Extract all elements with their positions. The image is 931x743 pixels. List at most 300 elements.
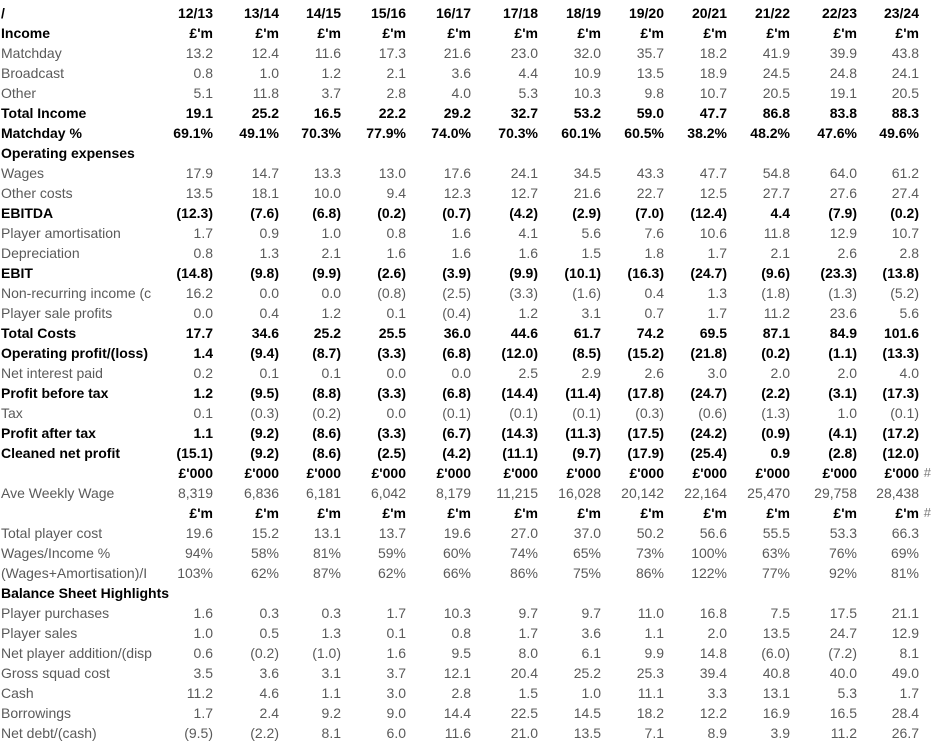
table-cell[interactable]: 43.3	[636, 165, 664, 181]
table-cell[interactable]: (8.6)	[312, 445, 341, 461]
table-cell[interactable]: 1.2	[518, 305, 538, 321]
table-cell[interactable]: 40.8	[762, 665, 790, 681]
table-cell[interactable]: (8.6)	[312, 425, 341, 441]
table-cell[interactable]: 21.6	[443, 45, 471, 61]
table-cell[interactable]: 9.9	[644, 645, 664, 661]
column-header-14-15[interactable]: 14/15	[305, 5, 341, 21]
table-cell[interactable]: 66%	[442, 565, 471, 581]
table-cell[interactable]: 29,758	[814, 485, 857, 501]
table-cell[interactable]: (24.7)	[690, 385, 727, 401]
table-cell[interactable]: (9.6)	[761, 265, 790, 281]
table-cell[interactable]: (3.3)	[377, 385, 406, 401]
row-label[interactable]: Total player cost	[1, 525, 103, 541]
table-cell[interactable]: £'000	[692, 465, 727, 481]
table-cell[interactable]: 41.9	[762, 45, 790, 61]
table-cell[interactable]: 4.6	[259, 685, 279, 701]
table-cell[interactable]: 69%	[890, 545, 919, 561]
table-cell[interactable]: 0.8	[193, 245, 213, 261]
table-cell[interactable]: £'m	[189, 505, 213, 521]
table-cell[interactable]: 14.7	[251, 165, 279, 181]
table-cell[interactable]: (0.2)	[761, 345, 790, 361]
table-cell[interactable]: £'m	[382, 25, 406, 41]
row-label[interactable]: Player sale profits	[1, 305, 113, 321]
table-cell[interactable]: 1.4	[193, 345, 213, 361]
table-cell[interactable]: 1.6	[193, 605, 213, 621]
table-cell[interactable]: 21.6	[573, 185, 601, 201]
table-cell[interactable]: 1.3	[321, 625, 341, 641]
table-cell[interactable]: 1.7	[707, 305, 727, 321]
column-header-19-20[interactable]: 19/20	[628, 5, 664, 21]
table-cell[interactable]: 69.1%	[173, 125, 213, 141]
table-cell[interactable]: 43.8	[891, 45, 919, 61]
table-cell[interactable]: 0.1	[259, 365, 279, 381]
table-cell[interactable]: 92%	[828, 565, 857, 581]
table-cell[interactable]: (6.0)	[761, 645, 790, 661]
table-cell[interactable]: 1.8	[644, 245, 664, 261]
table-cell[interactable]: £'m	[766, 25, 790, 41]
table-cell[interactable]: 2.9	[581, 365, 601, 381]
table-cell[interactable]: 65%	[572, 545, 601, 561]
table-cell[interactable]: 1.6	[451, 225, 471, 241]
table-cell[interactable]: 100%	[691, 545, 727, 561]
table-cell[interactable]: 24.7	[829, 625, 857, 641]
table-cell[interactable]: 0.3	[259, 605, 279, 621]
table-cell[interactable]: £'m	[833, 505, 857, 521]
table-cell[interactable]: 16.5	[313, 105, 341, 121]
table-cell[interactable]: 7.5	[770, 605, 790, 621]
table-cell[interactable]: 0.1	[193, 405, 213, 421]
table-cell[interactable]: 48.2%	[750, 125, 790, 141]
table-cell[interactable]: 55.5	[762, 525, 790, 541]
table-cell[interactable]: (4.2)	[442, 445, 471, 461]
table-cell[interactable]: (24.7)	[690, 265, 727, 281]
row-label[interactable]: Matchday	[1, 45, 62, 61]
column-header-21-22[interactable]: 21/22	[754, 5, 790, 21]
table-cell[interactable]: 22.2	[378, 105, 406, 121]
table-cell[interactable]: (11.3)	[565, 425, 601, 441]
table-cell[interactable]: 70.3%	[301, 125, 341, 141]
table-cell[interactable]: (14.8)	[176, 265, 213, 281]
column-header-20-21[interactable]: 20/21	[691, 5, 727, 21]
table-cell[interactable]: (7.6)	[250, 205, 279, 221]
table-cell[interactable]: 8.9	[707, 725, 727, 741]
table-cell[interactable]: (0.1)	[509, 405, 538, 421]
table-cell[interactable]: (0.3)	[250, 405, 279, 421]
table-cell[interactable]: 4.1	[518, 225, 538, 241]
table-cell[interactable]: 13.7	[378, 525, 406, 541]
table-cell[interactable]: 25.2	[313, 325, 341, 341]
table-cell[interactable]: 23.0	[510, 45, 538, 61]
table-cell[interactable]: £'m	[703, 25, 727, 41]
table-cell[interactable]: 27.0	[510, 525, 538, 541]
column-header-15-16[interactable]: 15/16	[370, 5, 406, 21]
column-header-18-19[interactable]: 18/19	[565, 5, 601, 21]
table-cell[interactable]: 19.1	[185, 105, 213, 121]
row-label[interactable]: Broadcast	[1, 65, 65, 81]
table-cell[interactable]: 0.8	[386, 225, 406, 241]
table-cell[interactable]: 4.0	[451, 85, 471, 101]
table-cell[interactable]: (9.5)	[250, 385, 279, 401]
table-cell[interactable]: 0.3	[321, 605, 341, 621]
table-cell[interactable]: (9.9)	[509, 265, 538, 281]
table-cell[interactable]: (12.0)	[501, 345, 538, 361]
table-cell[interactable]: £'m	[514, 25, 538, 41]
table-cell[interactable]: (17.3)	[882, 385, 919, 401]
table-cell[interactable]: 40.0	[829, 665, 857, 681]
table-cell[interactable]: (7.2)	[828, 645, 857, 661]
table-cell[interactable]: 53.3	[829, 525, 857, 541]
table-cell[interactable]: 13.5	[185, 185, 213, 201]
table-cell[interactable]: 12.2	[699, 705, 727, 721]
row-label[interactable]: Net player addition/(disp	[1, 645, 152, 661]
table-cell[interactable]: 28.4	[891, 705, 919, 721]
table-cell[interactable]: (3.3)	[377, 425, 406, 441]
table-cell[interactable]: 12.7	[510, 185, 538, 201]
table-cell[interactable]: 1.1	[644, 625, 664, 641]
table-cell[interactable]: 88.3	[891, 105, 919, 121]
row-label[interactable]: Ave Weekly Wage	[1, 485, 115, 501]
row-label[interactable]: Tax	[1, 405, 23, 421]
table-cell[interactable]: £'m	[317, 505, 341, 521]
row-label[interactable]: Borrowings	[1, 705, 72, 721]
table-cell[interactable]: 25.2	[573, 665, 601, 681]
table-cell[interactable]: (3.3)	[377, 345, 406, 361]
row-label[interactable]: Other costs	[1, 185, 73, 201]
table-cell[interactable]: 86%	[635, 565, 664, 581]
table-cell[interactable]: 53.2	[573, 105, 601, 121]
table-cell[interactable]: 3.6	[581, 625, 601, 641]
table-cell[interactable]: (9.9)	[312, 265, 341, 281]
table-cell[interactable]: 35.7	[636, 45, 664, 61]
table-cell[interactable]: £'000	[503, 465, 538, 481]
table-cell[interactable]: 25,470	[747, 485, 790, 501]
row-label[interactable]: Net interest paid	[1, 365, 103, 381]
table-cell[interactable]: 37.0	[573, 525, 601, 541]
table-cell[interactable]: 12.1	[443, 665, 471, 681]
table-cell[interactable]: 9.2	[321, 705, 341, 721]
row-label[interactable]: Net debt/(cash)	[1, 725, 97, 741]
table-cell[interactable]: 1.0	[581, 685, 601, 701]
table-cell[interactable]: 13.3	[313, 165, 341, 181]
table-cell[interactable]: 70.3%	[498, 125, 538, 141]
table-cell[interactable]: 1.2	[321, 65, 341, 81]
table-cell[interactable]: 83.8	[829, 105, 857, 121]
table-cell[interactable]: (6.8)	[312, 205, 341, 221]
table-cell[interactable]: 22,164	[684, 485, 727, 501]
table-cell[interactable]: 0.0	[193, 305, 213, 321]
table-cell[interactable]: £'m	[766, 505, 790, 521]
table-cell[interactable]: (9.7)	[572, 445, 601, 461]
table-cell[interactable]: (12.0)	[882, 445, 919, 461]
table-cell[interactable]: (9.5)	[184, 725, 213, 741]
table-cell[interactable]: £'m	[514, 505, 538, 521]
table-cell[interactable]: 18.2	[636, 705, 664, 721]
table-cell[interactable]: 11.2	[763, 305, 790, 321]
table-cell[interactable]: 13.1	[313, 525, 341, 541]
table-cell[interactable]: 74.0%	[431, 125, 471, 141]
table-cell[interactable]: 11.8	[252, 85, 279, 101]
table-cell[interactable]: 94%	[184, 545, 213, 561]
column-header-22-23[interactable]: 22/23	[821, 5, 857, 21]
table-cell[interactable]: 1.7	[193, 225, 213, 241]
table-cell[interactable]: 13.1	[762, 685, 790, 701]
table-cell[interactable]: £'000	[629, 465, 664, 481]
table-cell[interactable]: (23.3)	[820, 265, 857, 281]
table-cell[interactable]: 61.7	[573, 325, 601, 341]
table-cell[interactable]: 6,836	[243, 485, 279, 501]
row-label[interactable]: Total Income	[1, 105, 87, 121]
table-cell[interactable]: 77.9%	[366, 125, 406, 141]
row-label[interactable]: Operating profit/(loss)	[1, 345, 148, 361]
table-cell[interactable]: 58%	[250, 545, 279, 561]
table-cell[interactable]: 87%	[312, 565, 341, 581]
table-cell[interactable]: (10.1)	[564, 265, 601, 281]
table-cell[interactable]: 2.0	[770, 365, 790, 381]
row-label[interactable]: Total Costs	[1, 325, 77, 341]
table-cell[interactable]: 3.5	[193, 665, 213, 681]
table-cell[interactable]: 0.9	[259, 225, 279, 241]
table-cell[interactable]: 2.5	[518, 365, 538, 381]
table-cell[interactable]: 73%	[635, 545, 664, 561]
table-cell[interactable]: (1.3)	[828, 285, 857, 301]
table-cell[interactable]: 12.9	[829, 225, 857, 241]
table-cell[interactable]: (0.7)	[442, 205, 471, 221]
table-cell[interactable]: 3.1	[581, 305, 601, 321]
row-label[interactable]: Balance Sheet Highlights	[1, 585, 170, 601]
table-cell[interactable]: 1.0	[321, 225, 341, 241]
column-header-13-14[interactable]: 13/14	[243, 5, 279, 21]
table-cell[interactable]: 2.8	[899, 245, 919, 261]
table-cell[interactable]: 20.5	[762, 85, 790, 101]
table-cell[interactable]: £'000	[178, 465, 213, 481]
row-label[interactable]: Cleaned net profit	[1, 445, 121, 461]
table-cell[interactable]: 10.6	[699, 225, 727, 241]
table-cell[interactable]: 47.7	[699, 165, 727, 181]
table-cell[interactable]: 32.0	[573, 45, 601, 61]
table-cell[interactable]: 5.6	[581, 225, 601, 241]
row-label[interactable]: Profit before tax	[1, 385, 109, 401]
table-cell[interactable]: 50.2	[636, 525, 664, 541]
table-cell[interactable]: £'000	[436, 465, 471, 481]
table-cell[interactable]: £'m	[382, 505, 406, 521]
table-cell[interactable]: 75%	[572, 565, 601, 581]
table-cell[interactable]: (17.8)	[627, 385, 664, 401]
table-cell[interactable]: 0.5	[259, 625, 279, 641]
table-cell[interactable]: (6.8)	[442, 345, 471, 361]
table-cell[interactable]: 14.8	[699, 645, 727, 661]
table-cell[interactable]: 12.4	[251, 45, 279, 61]
table-cell[interactable]: 74%	[509, 545, 538, 561]
column-header-17-18[interactable]: 17/18	[502, 5, 538, 21]
table-cell[interactable]: 47.7	[699, 105, 727, 121]
table-cell[interactable]: 1.6	[451, 245, 471, 261]
table-cell[interactable]: 14.5	[573, 705, 601, 721]
table-cell[interactable]: 0.0	[386, 405, 406, 421]
table-cell[interactable]: 6,181	[305, 485, 341, 501]
table-cell[interactable]: (1.6)	[572, 285, 601, 301]
table-cell[interactable]: 9.8	[644, 85, 664, 101]
table-cell[interactable]: 49.0	[891, 665, 919, 681]
table-cell[interactable]: £'m	[447, 25, 471, 41]
table-cell[interactable]: 122%	[691, 565, 727, 581]
table-cell[interactable]: £'m	[833, 25, 857, 41]
table-cell[interactable]: 47.6%	[817, 125, 857, 141]
table-cell[interactable]: (9.2)	[250, 425, 279, 441]
table-cell[interactable]: 22.7	[636, 185, 664, 201]
table-cell[interactable]: £'000	[566, 465, 601, 481]
table-cell[interactable]: (0.8)	[377, 285, 406, 301]
table-cell[interactable]: 2.4	[259, 705, 279, 721]
table-cell[interactable]: £'000	[371, 465, 406, 481]
table-cell[interactable]: 3.1	[321, 665, 341, 681]
table-cell[interactable]: 11.8	[763, 225, 790, 241]
table-cell[interactable]: 16,028	[558, 485, 601, 501]
table-cell[interactable]: 2.8	[451, 685, 471, 701]
table-cell[interactable]: 27.4	[891, 185, 919, 201]
table-cell[interactable]: 81%	[890, 565, 919, 581]
table-cell[interactable]: (11.4)	[565, 385, 601, 401]
table-cell[interactable]: 27.7	[762, 185, 790, 201]
table-cell[interactable]: 3.7	[386, 665, 406, 681]
table-cell[interactable]: 34.5	[573, 165, 601, 181]
column-header-16-17[interactable]: 16/17	[435, 5, 471, 21]
table-cell[interactable]: 13.5	[636, 65, 664, 81]
table-cell[interactable]: £'m	[255, 25, 279, 41]
table-cell[interactable]: 17.6	[443, 165, 471, 181]
table-cell[interactable]: 2.6	[837, 245, 857, 261]
table-cell[interactable]: (17.9)	[627, 445, 664, 461]
row-label[interactable]: Other	[1, 85, 37, 101]
table-cell[interactable]: 2.1	[770, 245, 790, 261]
table-cell[interactable]: 9.5	[451, 645, 471, 661]
table-cell[interactable]: (0.9)	[761, 425, 790, 441]
table-cell[interactable]: 12.5	[699, 185, 727, 201]
table-cell[interactable]: 1.1	[321, 685, 341, 701]
table-cell[interactable]: (1.8)	[761, 285, 790, 301]
table-cell[interactable]: (9.8)	[250, 265, 279, 281]
table-cell[interactable]: 2.0	[837, 365, 857, 381]
table-cell[interactable]: 19.6	[443, 525, 471, 541]
table-cell[interactable]: (8.8)	[312, 385, 341, 401]
table-cell[interactable]: 24.8	[829, 65, 857, 81]
table-cell[interactable]: (7.0)	[635, 205, 664, 221]
table-cell[interactable]: 5.3	[837, 685, 857, 701]
table-cell[interactable]: 8.1	[899, 645, 919, 661]
table-cell[interactable]: 1.2	[321, 305, 341, 321]
column-header-23-24[interactable]: 23/24	[883, 5, 919, 21]
table-cell[interactable]: 0.4	[644, 285, 664, 301]
table-cell[interactable]: 3.3	[707, 685, 727, 701]
table-cell[interactable]: 32.7	[510, 105, 538, 121]
table-cell[interactable]: (5.2)	[890, 285, 919, 301]
table-cell[interactable]: 9.7	[581, 605, 601, 621]
table-cell[interactable]: (0.2)	[377, 205, 406, 221]
table-cell[interactable]: 18.9	[699, 65, 727, 81]
table-cell[interactable]: 0.9	[770, 445, 790, 461]
table-cell[interactable]: 2.0	[707, 625, 727, 641]
table-cell[interactable]: 1.3	[707, 285, 727, 301]
table-cell[interactable]: (2.5)	[377, 445, 406, 461]
table-cell[interactable]: 5.1	[193, 85, 213, 101]
table-cell[interactable]: 1.1	[193, 425, 213, 441]
table-cell[interactable]: 0.0	[451, 365, 471, 381]
table-cell[interactable]: 74.2	[636, 325, 664, 341]
table-cell[interactable]: 86.8	[762, 105, 790, 121]
table-cell[interactable]: 3.7	[321, 85, 341, 101]
table-cell[interactable]: 1.5	[518, 685, 538, 701]
table-cell[interactable]: 12.3	[443, 185, 471, 201]
table-cell[interactable]: 7.6	[644, 225, 664, 241]
table-cell[interactable]: 0.6	[193, 645, 213, 661]
table-cell[interactable]: 14.4	[443, 705, 471, 721]
table-cell[interactable]: 0.8	[193, 65, 213, 81]
table-cell[interactable]: 77%	[761, 565, 790, 581]
table-cell[interactable]: 11.6	[444, 725, 471, 741]
table-cell[interactable]: (0.3)	[635, 405, 664, 421]
table-cell[interactable]: (8.7)	[312, 345, 341, 361]
row-label[interactable]: Wages	[1, 165, 45, 181]
table-cell[interactable]: 25.5	[378, 325, 406, 341]
table-cell[interactable]: 13.0	[378, 165, 406, 181]
table-cell[interactable]: 1.0	[193, 625, 213, 641]
row-label[interactable]: Cash	[1, 685, 34, 701]
table-cell[interactable]: 13.5	[762, 625, 790, 641]
table-cell[interactable]: 6.0	[386, 725, 406, 741]
table-cell[interactable]: 49.6%	[879, 125, 919, 141]
table-cell[interactable]: 39.9	[829, 45, 857, 61]
table-cell[interactable]: 10.7	[891, 225, 919, 241]
table-cell[interactable]: 36.0	[443, 325, 471, 341]
table-cell[interactable]: 0.1	[386, 305, 406, 321]
table-cell[interactable]: £'m	[640, 25, 664, 41]
table-cell[interactable]: £'000	[822, 465, 857, 481]
table-cell[interactable]: £'000	[244, 465, 279, 481]
table-cell[interactable]: 0.0	[259, 285, 279, 301]
table-cell[interactable]: (0.1)	[442, 405, 471, 421]
table-cell[interactable]: 62%	[250, 565, 279, 581]
table-cell[interactable]: 25.2	[251, 105, 279, 121]
table-cell[interactable]: (14.3)	[501, 425, 538, 441]
table-cell[interactable]: 2.1	[321, 245, 341, 261]
table-cell[interactable]: 24.5	[762, 65, 790, 81]
table-cell[interactable]: 3.0	[386, 685, 406, 701]
table-cell[interactable]: 1.0	[837, 405, 857, 421]
table-cell[interactable]: (0.2)	[312, 405, 341, 421]
table-cell[interactable]: £'m	[640, 505, 664, 521]
table-cell[interactable]: (8.5)	[572, 345, 601, 361]
table-cell[interactable]: 60.5%	[624, 125, 664, 141]
row-label[interactable]: Depreciation	[1, 245, 80, 261]
table-cell[interactable]: 34.6	[251, 325, 279, 341]
row-label[interactable]: Player amortisation	[1, 225, 121, 241]
table-cell[interactable]: 1.7	[707, 245, 727, 261]
table-cell[interactable]: (6.8)	[442, 385, 471, 401]
column-header-12-13[interactable]: 12/13	[177, 5, 213, 21]
table-cell[interactable]: 8,179	[435, 485, 471, 501]
table-cell[interactable]: 7.1	[644, 725, 664, 741]
table-cell[interactable]: 21.0	[510, 725, 538, 741]
table-cell[interactable]: 0.4	[259, 305, 279, 321]
table-cell[interactable]: 20.5	[891, 85, 919, 101]
table-cell[interactable]: 76%	[828, 545, 857, 561]
table-cell[interactable]: £'m	[703, 505, 727, 521]
table-cell[interactable]: (2.8)	[828, 445, 857, 461]
table-cell[interactable]: (0.2)	[250, 645, 279, 661]
table-cell[interactable]: (2.9)	[572, 205, 601, 221]
table-cell[interactable]: 87.1	[762, 325, 790, 341]
table-cell[interactable]: 19.1	[829, 85, 857, 101]
table-cell[interactable]: 10.3	[443, 605, 471, 621]
